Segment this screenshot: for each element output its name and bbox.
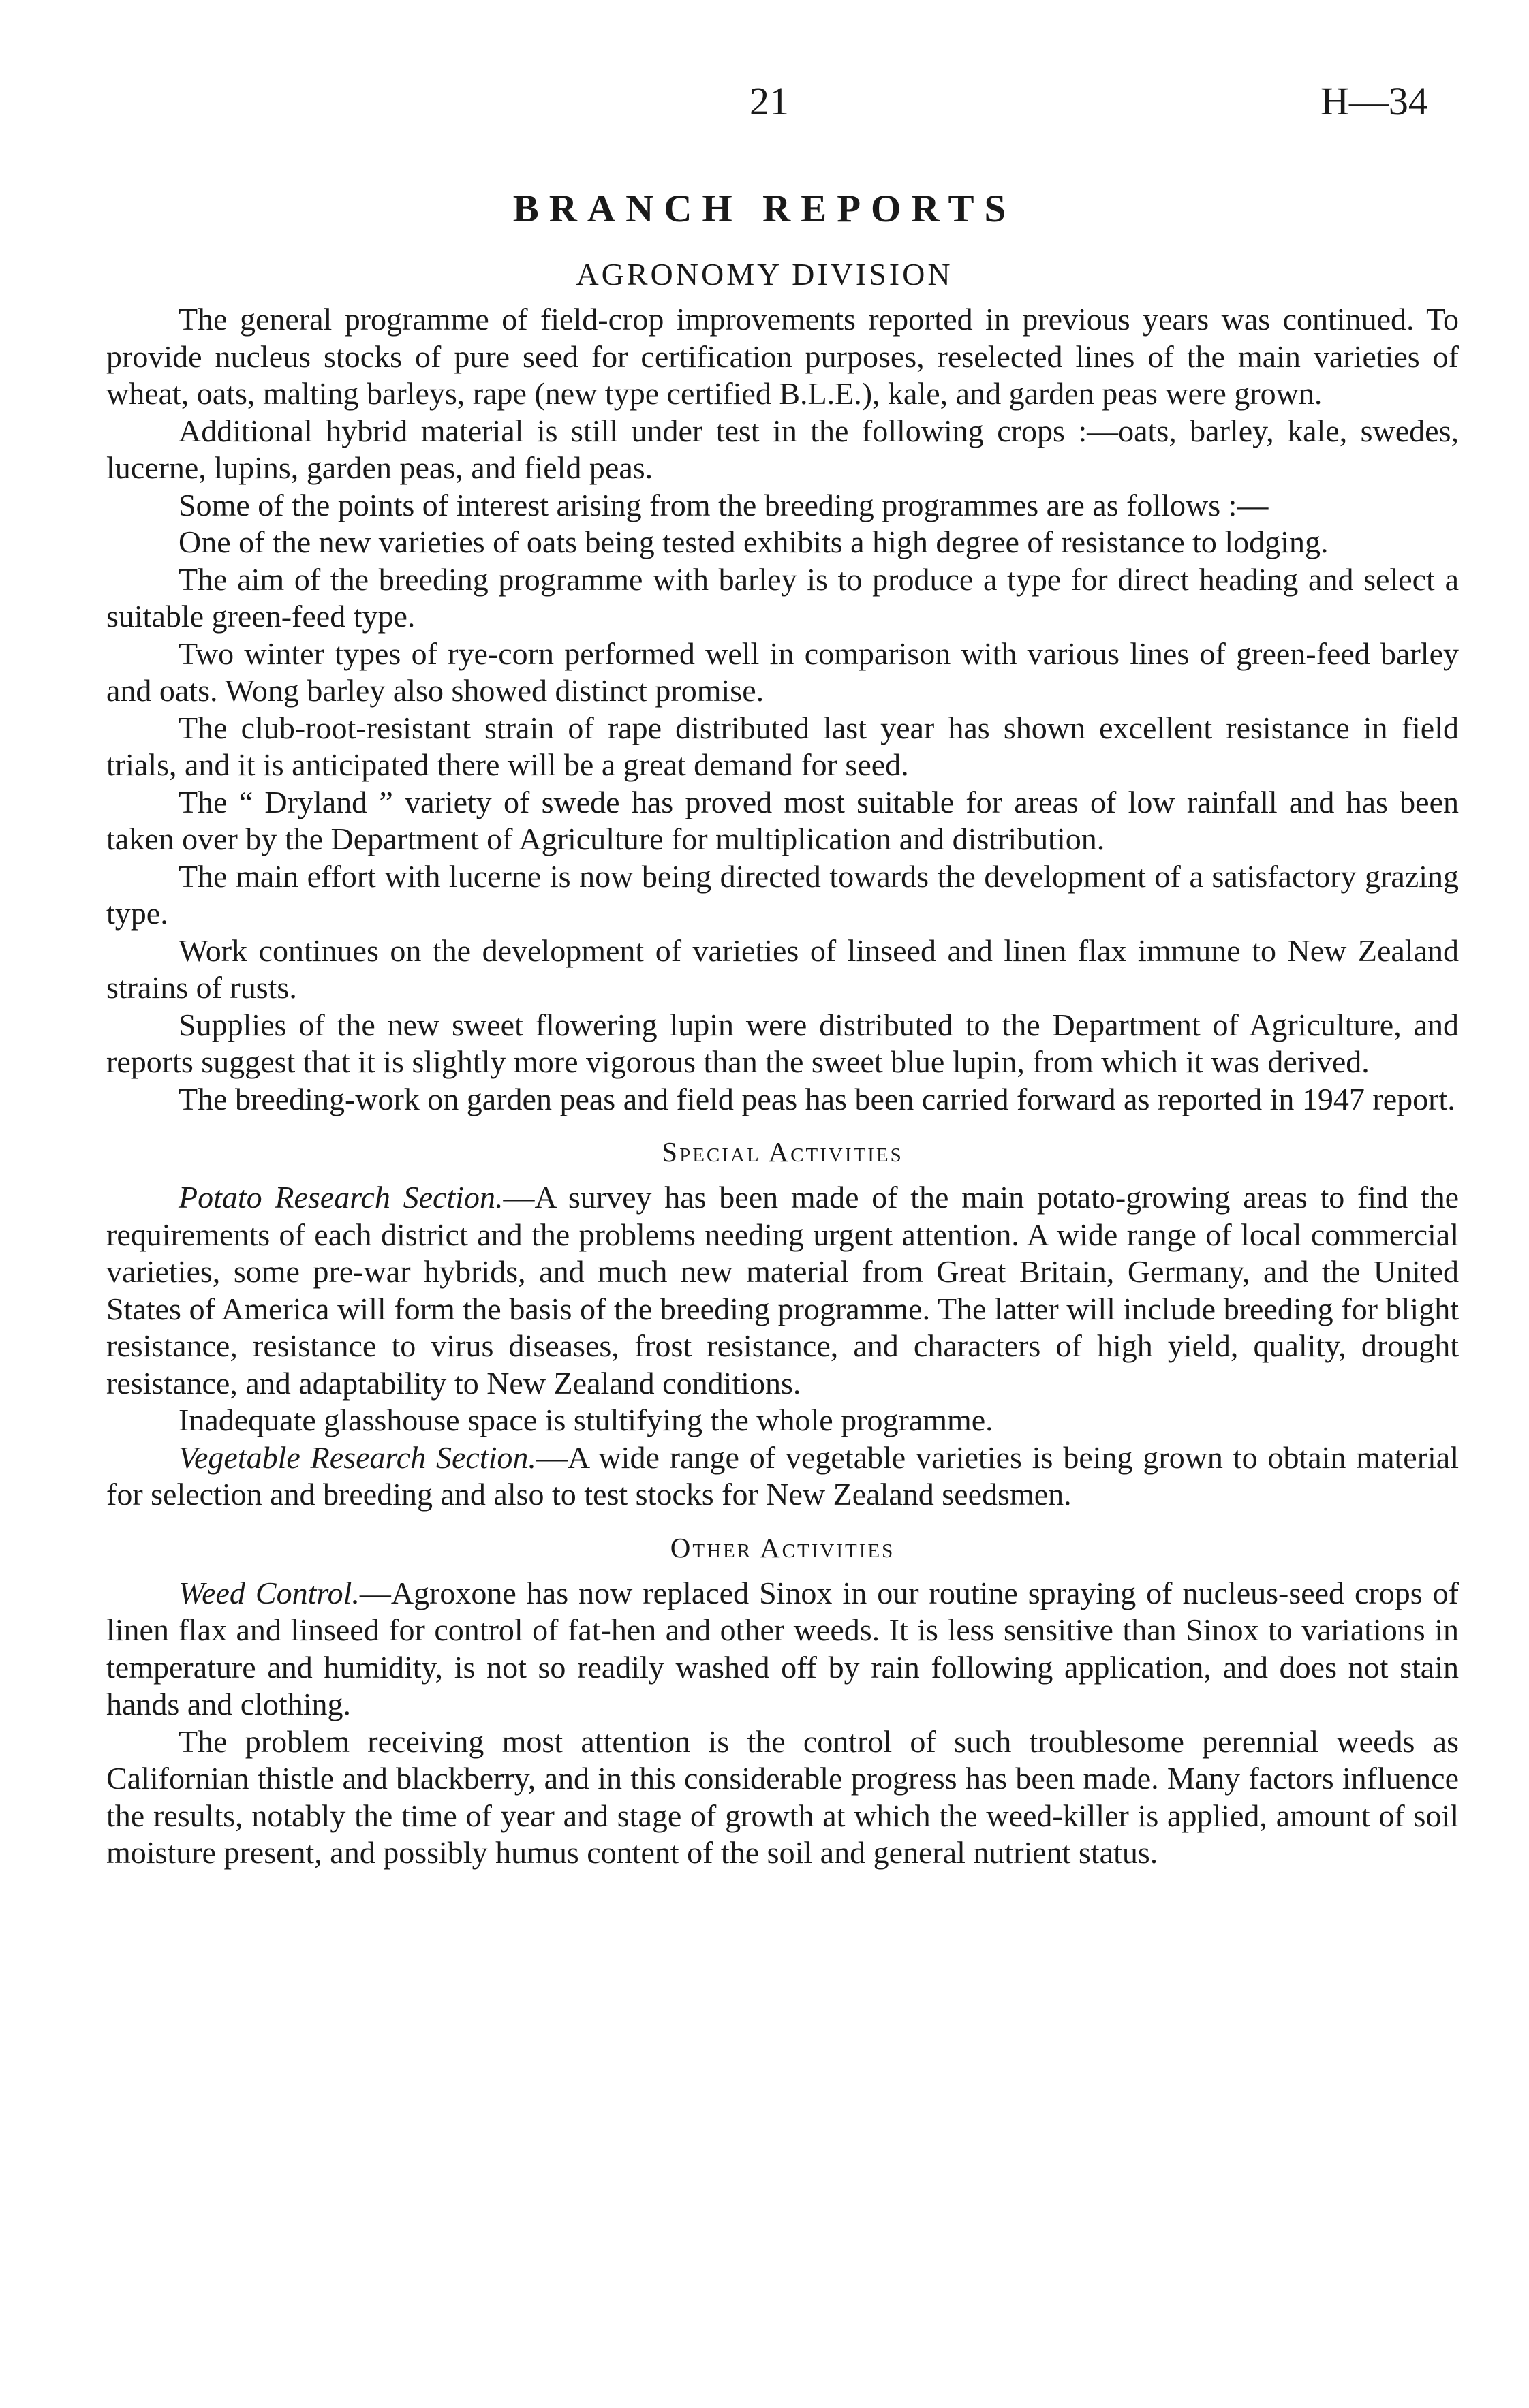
vegetable-research-runin: Vegetable Research Section. <box>179 1439 536 1475</box>
paragraph-lupin: Supplies of the new sweet flowering lupin were distributed to the Department of Agriculture, and reports suggest that it is slightly more vigorous than the sweet blue lupin, from which it was derived. <box>106 1007 1459 1079</box>
special-activities-heading: Special Activities <box>662 1136 904 1168</box>
paragraph-potato-research <box>106 1179 1459 1402</box>
paragraph-linseed-flax: Work continues on the development of varieties of linseed and linen flax immune to New Zealand strains of rusts. <box>106 933 1459 1005</box>
paragraph-lucerne: The main effort with lucerne is now being directed towards the development of a satisfactory grazing type. <box>106 858 1459 931</box>
paragraph-rape: The club-root-resistant strain of rape distributed last year has shown excellent resistance in field trials, and it is anticipated there will be a great demand for seed. <box>106 710 1459 782</box>
paragraph-peas: The breeding-work on garden peas and field peas has been carried forward as reported in 1947 report. <box>179 1081 1455 1116</box>
paragraph-hybrid-material: Additional hybrid material is still under test in the following crops :—oats, barley, kale, swedes, lucerne, lupins, garden peas, and field peas. <box>106 413 1459 485</box>
paragraph-rye-corn: Two winter types of rye-corn performed well in comparison with various lines of green-feed barley and oats. Wong barley also showed distinct promise. <box>106 636 1459 708</box>
paragraph-oats: One of the new varieties of oats being tested exhibits a high degree of resistance to lodging. <box>179 525 1329 559</box>
potato-research-runin: Potato Research Section. <box>179 1180 504 1215</box>
paragraph-programme: The general programme of field-crop improvements reported in previous years was continued. To provide nucleus stocks of pure seed for certification purposes, reselected lines of the main varieties of wheat, oats, malting barleys, rape (new type certified B.L.E.), kale, and garden peas were grown. <box>106 302 1459 411</box>
paragraph-perennial-weeds: The problem receiving most attention is the control of such troublesome perennial weeds as Californian thistle and blackberry, and in this considerable progress has been made. Many factors influence the results, notably the time of year and stage of growth at which the weed-killer is applied, amount of soil moisture present, and possibly humus content of the soil and general nutrient status. <box>106 1723 1459 1870</box>
weed-control-text: —Agroxone has now replaced Sinox in our routine spraying of nucleus-seed crops of linen flax and linseed for control of fat-hen and other weeds. It is less sensitive than Sinox to variations in temperature and humidity, is not so readily washed off by rain following application, and does not stain hands and clothing. <box>106 1575 1459 1721</box>
paragraph-points-of-interest: Some of the points of interest arising from the breeding programmes are as follows :— <box>179 487 1269 522</box>
vegetable-research-text: —A wide range of vegetable varieties is being grown to obtain material for selection and breeding and also to test stocks for New Zealand seedsmen. <box>106 1439 1459 1512</box>
body-text <box>106 301 1459 1872</box>
paragraph-weed-control <box>106 1575 1459 1723</box>
other-activities-heading: Other Activities <box>670 1531 895 1563</box>
page-number: 21 <box>750 79 789 123</box>
potato-research-text: —A survey has been made of the main potato-growing areas to find the requirements of each district and the problems needing urgent attention. A wide range of local commercial varieties, some pre-war hybrids, and much new material from Great Britain, Germany, and the United States of America will form the basis of the breeding programme. The latter will include breeding for blight resistance, resistance to virus diseases, frost resistance, and characters of high yield, quality, drought resistance, and adaptability to New Zealand conditions. <box>106 1180 1459 1401</box>
paragraph-swede: The “ Dryland ” variety of swede has proved most suitable for areas of low rainfall and has been taken over by the Department of Agriculture for multiplication and distribution. <box>106 784 1459 856</box>
paragraph-vegetable-research <box>106 1439 1459 1514</box>
weed-control-runin: Weed Control. <box>179 1575 360 1610</box>
paragraph-barley: The aim of the breeding programme with barley is to produce a type for direct heading and select a suitable green-feed type. <box>106 561 1459 634</box>
document-reference: H—34 <box>1320 79 1428 123</box>
division-title: AGRONOMY DIVISION <box>576 257 953 292</box>
main-title: BRANCH REPORTS <box>512 187 1017 230</box>
paragraph-glasshouse: Inadequate glasshouse space is stultifying the whole programme. <box>179 1403 993 1437</box>
